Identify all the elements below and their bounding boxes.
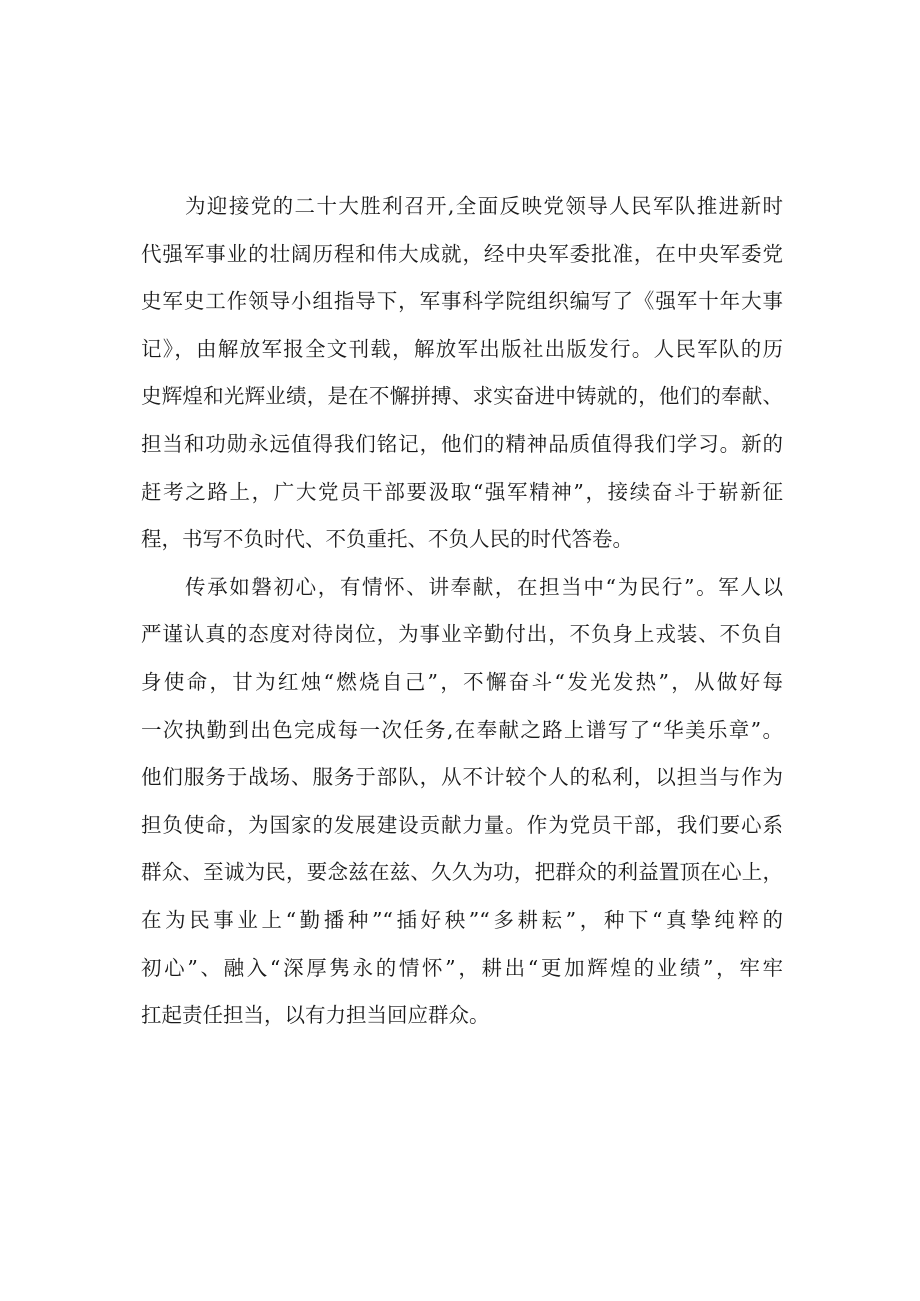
- paragraph-line: 初心”、融入“深厚隽永的情怀”，耕出“更加辉煌的业绩”，牢牢: [141, 955, 783, 980]
- paragraph-line: 程，书写不负时代、不负重托、不负人民的时代答卷。: [141, 527, 633, 552]
- paragraph-line: 扛起责任担当，以有力担当回应群众。: [141, 1003, 490, 1028]
- paragraph-line: 记》，由解放军报全文刊载，解放军出版社出版发行。人民军队的历: [141, 336, 783, 361]
- paragraph-line: 担当和功勋永远值得我们铭记，他们的精神品质值得我们学习。新的: [141, 431, 783, 456]
- paragraph-line: 赶考之路上，广大党员干部要汲取“强军精神”，接续奋斗于崭新征: [141, 479, 783, 504]
- paragraph-line: 传承如磐初心，有情怀、讲奉献，在担当中“为民行”。军人以: [185, 574, 783, 599]
- paragraph-line: 群众、至诚为民，要念兹在兹、久久为功，把群众的利益置顶在心上，: [141, 860, 783, 885]
- paragraph-line: 史辉煌和光辉业绩，是在不懈拼搏、求实奋进中铸就的，他们的奉献、: [141, 384, 783, 409]
- paragraph-line: 担负使命，为国家的发展建设贡献力量。作为党员干部，我们要心系: [141, 812, 783, 837]
- paragraph-line: 史军史工作领导小组指导下，军事科学院组织编写了《强军十年大事: [141, 289, 783, 314]
- document-body: [141, 183, 783, 1040]
- paragraph-line: 一次执勤到出色完成每一次任务,在奉献之路上谱写了“华美乐章”。: [141, 717, 783, 742]
- paragraph-line: 他们服务于战场、服务于部队，从不计较个人的私利，以担当与作为: [141, 765, 783, 790]
- paragraph-1: [141, 183, 783, 564]
- paragraph-line: 为迎接党的二十大胜利召开,全面反映党领导人民军队推进新时: [185, 194, 783, 218]
- paragraph-line: 严谨认真的态度对待岗位，为事业辛勤付出，不负身上戎装、不负自: [141, 622, 783, 647]
- paragraph-line: 代强军事业的壮阔历程和伟大成就，经中央军委批准，在中央军委党: [141, 241, 783, 266]
- paragraph-2: [141, 564, 783, 1040]
- paragraph-line: 身使命，甘为红烛“燃烧自己”，不懈奋斗“发光发热”，从做好每: [141, 669, 783, 694]
- paragraph-line: 在为民事业上“勤播种”“插好秧”“多耕耘”，种下“真挚纯粹的: [141, 907, 783, 932]
